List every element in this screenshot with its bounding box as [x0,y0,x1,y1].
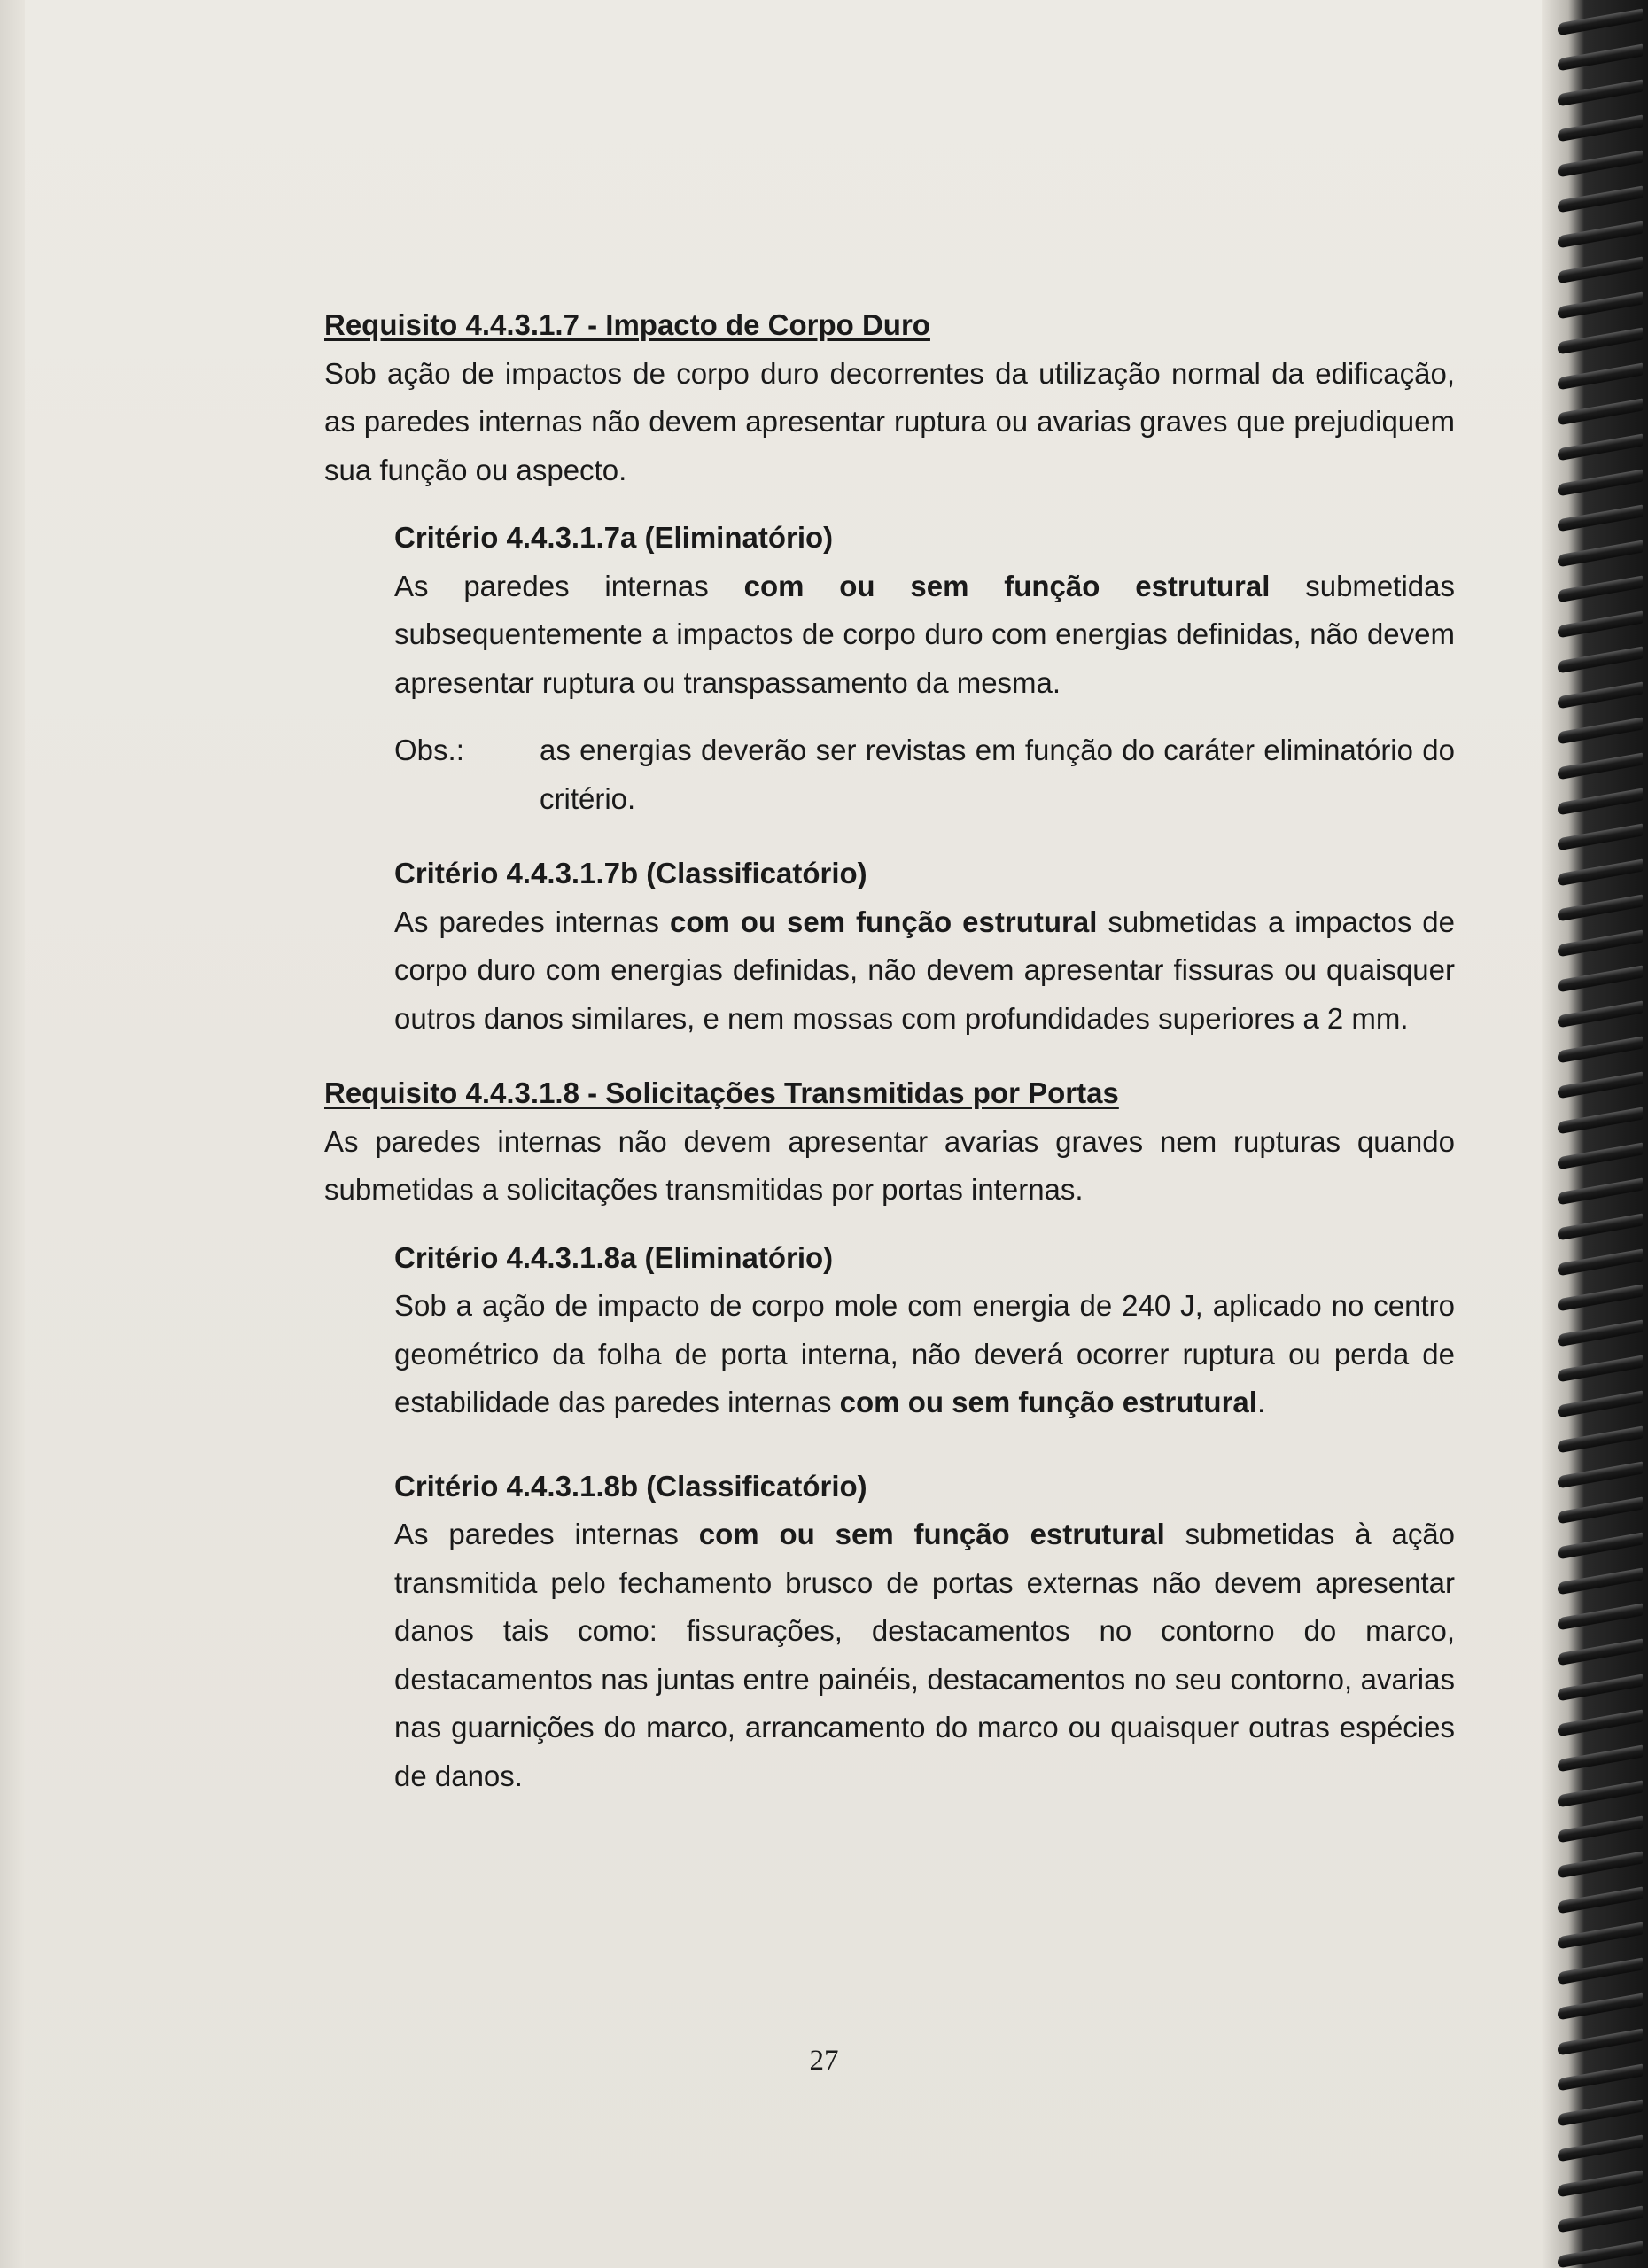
spiral-coil [1558,470,1643,497]
spiral-coil [1558,576,1643,603]
spiral-coil [1558,2171,1643,2198]
spiral-coil [1558,186,1643,214]
criterion-4-4-3-1-7a [394,514,1455,707]
spiral-coil [1558,1107,1643,1135]
criterion-title: Critério 4.4.3.1.7a (Eliminatório) [394,521,834,554]
spiral-coil [1558,611,1643,639]
spiral-coil [1558,1249,1643,1277]
spiral-coil [1558,1568,1643,1596]
spiral-coil [1558,9,1643,36]
spiral-coil [1558,1001,1643,1029]
requirement-text-4-4-3-1-7: Sob ação de impactos de corpo duro decorrentes da utilização normal da edificação, as paredes internas não devem apresentar ruptura ou avarias graves que prejudiquem sua função ou aspecto. [324,356,1455,486]
spiral-coil [1558,1285,1643,1312]
criterion-title: Critério 4.4.3.1.8b (Classificatório) [394,1469,867,1503]
spiral-coil [1558,788,1643,816]
requirement-title-4-4-3-1-8: Requisito 4.4.3.1.8 - Solicitações Transmitidas por Portas [324,1076,1119,1109]
spiral-coil [1558,2100,1643,2127]
spiral-coil [1558,221,1643,249]
spiral-coil [1558,1143,1643,1170]
criterion-text: As paredes internas com ou sem função estrutural submetidas à ação transmitida pelo fechamento brusco de portas externas não devem apresentar danos tais como: fissurações, destacamentos no contorno do marco, destacamentos nas juntas entre painéis, destacamentos no seu contorno, avarias nas guarnições do marco, arrancamento do marco ou quaisquer outras espécies de danos. [394,1518,1456,1792]
spiral-coil [1558,1710,1643,1737]
spiral-coil [1558,1639,1643,1666]
spiral-coil [1558,718,1643,745]
spiral-coil [1558,257,1643,284]
requirement-text-4-4-3-1-8: As paredes internas não devem apresentar avarias graves nem rupturas quando submetidas a solicitações transmitidas por portas internas. [324,1124,1455,1206]
criterion-4-4-3-1-7b [394,850,1455,1043]
spiral-coil [1558,824,1643,851]
spiral-coil [1558,151,1643,178]
requirement-title-4-4-3-1-7: Requisito 4.4.3.1.7 - Impacto de Corpo Duro [324,308,930,341]
spiral-coil [1558,1426,1643,1454]
left-page-edge [0,0,25,2268]
spiral-coil [1558,1887,1643,1915]
spiral-coil [1558,1604,1643,1631]
criterion-text: As paredes internas com ou sem função estrutural submetidas subsequentemente a impactos de corpo duro com energias definidas, não devem apresentar ruptura ou transpassamento da mesma. [394,569,1455,699]
spiral-coil [1558,1037,1643,1064]
spiral-binding [1542,0,1648,2268]
spiral-coil [1558,647,1643,674]
criterion-title: Critério 4.4.3.1.8a (Eliminatório) [394,1240,834,1274]
spiral-coil [1558,1320,1643,1348]
spiral-coil [1558,1462,1643,1489]
spiral-coil [1558,2206,1643,2233]
spiral-coil [1558,399,1643,426]
spiral-coil [1558,1993,1643,2021]
document-body [324,301,1455,1800]
criterion-4-4-3-1-8b [394,1463,1455,1801]
obs-text: as energias deverão ser revistas em função do caráter eliminatório do critério. [540,734,1455,815]
criterion-4-4-3-1-8a [394,1234,1455,1427]
spiral-coil [1558,1355,1643,1383]
criterion-text: As paredes internas com ou sem função estrutural submetidas a impactos de corpo duro com energias definidas, não devem apresentar fissuras ou quaisquer outros danos similares, e nem mossas com profundidades superiores a 2 mm. [394,905,1456,1035]
spiral-coil [1558,930,1643,958]
spiral-coil [1558,1958,1643,1985]
spiral-coil [1558,115,1643,143]
spiral-coil [1558,1533,1643,1560]
spiral-coil [1558,292,1643,320]
spiral-coil [1558,540,1643,568]
spiral-coil [1558,1922,1643,1950]
spiral-coil [1558,2241,1643,2268]
spiral-coil [1558,1214,1643,1241]
spiral-coil [1558,2135,1643,2163]
spiral-coil [1558,1745,1643,1773]
observation-note [394,726,1455,823]
spiral-coil [1558,80,1643,107]
spiral-coil [1558,753,1643,781]
spiral-coil [1558,1178,1643,1206]
criterion-title: Critério 4.4.3.1.7b (Classificatório) [394,857,867,889]
obs-label: Obs.: [394,734,464,766]
spiral-coil [1558,1391,1643,1418]
spiral-coil [1558,682,1643,710]
spiral-coil [1558,895,1643,922]
page-number: 27 [809,2045,839,2077]
spiral-coil [1558,505,1643,532]
spiral-coil [1558,44,1643,72]
spiral-coil [1558,1816,1643,1844]
spiral-coil [1558,328,1643,355]
spiral-coil [1558,434,1643,462]
criterion-text: Sob a ação de impacto de corpo mole com energia de 240 J, aplicado no centro geométrico da folha de porta interna, não deverá ocorrer ruptura ou perda de estabilidade das paredes internas com ou sem função estrutural. [394,1289,1455,1418]
spiral-coil [1558,859,1643,887]
spiral-coil [1558,1852,1643,1879]
spiral-coil [1558,363,1643,391]
spiral-coil [1558,966,1643,993]
spiral-coil [1558,1497,1643,1525]
spiral-coil [1558,1781,1643,1808]
spiral-coil [1558,1072,1643,1099]
spiral-coil [1558,1674,1643,1702]
